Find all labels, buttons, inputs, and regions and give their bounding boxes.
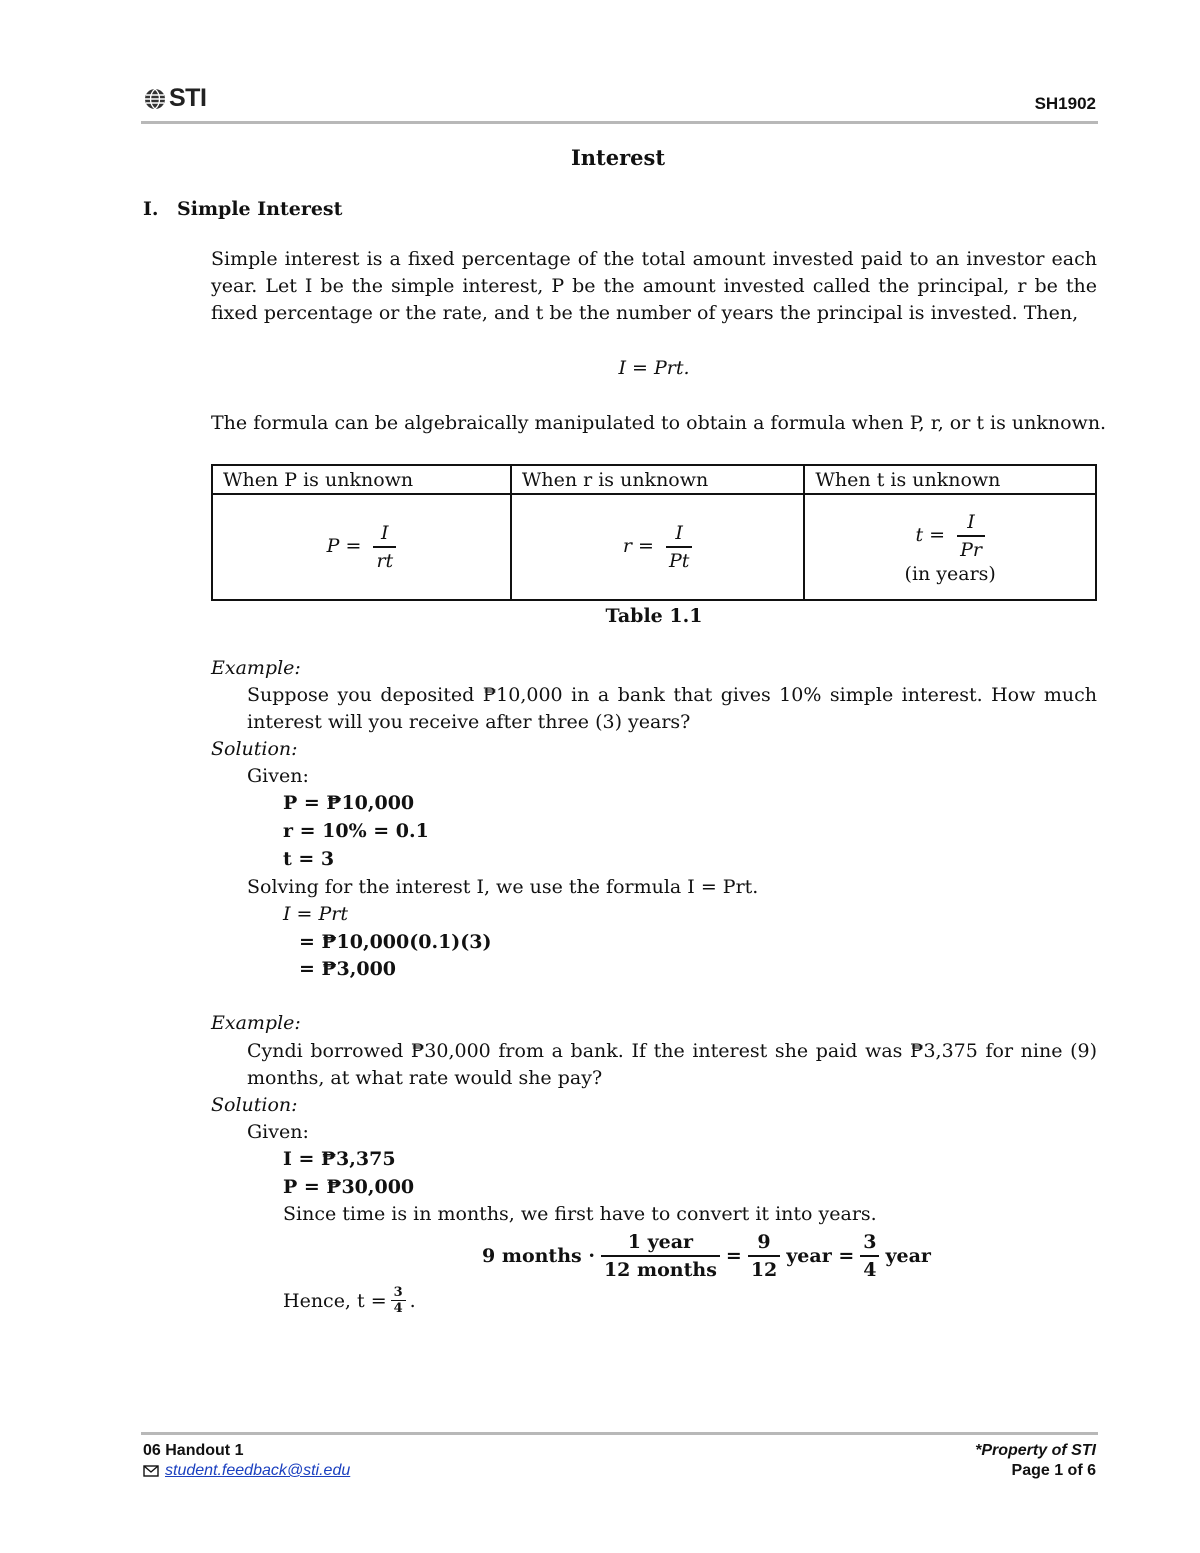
denominator: Pt	[666, 546, 692, 574]
envelope-icon	[143, 1465, 159, 1477]
formula-note: (in years)	[904, 563, 996, 585]
conversion-fraction	[860, 1229, 879, 1283]
table-header: When t is unknown	[804, 465, 1096, 494]
feedback-email-link[interactable]: student.feedback@sti.edu	[165, 1462, 351, 1479]
table-header: When P is unknown	[212, 465, 511, 494]
intro-sentence-1: Simple interest is a fixed percentage of the total amount invested paid to an investor each year.	[211, 248, 1097, 297]
given-value: P = ₱30,000	[283, 1176, 415, 1198]
denominator: Pr	[957, 535, 985, 563]
numerator: I	[381, 522, 389, 544]
handout-label: 06 Handout 1	[143, 1442, 244, 1459]
example2-problem-line2: months, at what rate would she pay?	[247, 1067, 603, 1089]
denominator: 4	[391, 1300, 406, 1316]
numerator: I	[967, 511, 975, 533]
example1-problem-line2: interest will you receive after three (3) years?	[247, 711, 691, 733]
sti-logo	[143, 84, 206, 113]
numerator: 9	[757, 1231, 771, 1253]
intro-sentence-2: Let I be the simple interest, P be the amount invested called the principal, r be the fixed percentage or the rate, and t be the number of years the principal is invested. Then,	[211, 275, 1097, 324]
formula-fraction	[373, 520, 396, 574]
table-cell	[212, 494, 511, 600]
conversion-fraction	[748, 1229, 780, 1283]
numerator: 3	[863, 1231, 877, 1253]
numerator: I	[675, 522, 683, 544]
solution-label: Solution:	[211, 1094, 298, 1116]
conversion-fraction	[601, 1229, 720, 1283]
hence-text: Hence, t =	[283, 1289, 387, 1312]
solution-step: I = Prt	[283, 903, 349, 925]
formula-fraction	[666, 520, 692, 574]
table-header: When r is unknown	[511, 465, 805, 494]
header-rule	[141, 121, 1098, 124]
section-title: Simple Interest	[177, 198, 343, 220]
intro-paragraph	[211, 246, 1097, 327]
example1-problem-line1: Suppose you deposited ₱10,000 in a bank that gives 10% simple interest. How much	[247, 684, 1097, 706]
section-heading	[143, 198, 342, 220]
hence-fraction	[391, 1285, 406, 1316]
doc-code: SH1902	[1034, 94, 1096, 113]
footer-rule	[141, 1432, 1098, 1435]
formula-lhs: r =	[622, 535, 654, 557]
feedback-line	[143, 1462, 350, 1480]
denominator: 12	[748, 1255, 780, 1283]
main-formula: I = Prt.	[618, 357, 690, 379]
table-cell	[511, 494, 805, 600]
given-value: t = 3	[283, 848, 335, 870]
table-caption: Table 1.1	[605, 605, 703, 627]
example-label: Example:	[211, 1012, 301, 1034]
hence-end: .	[409, 1289, 416, 1312]
hence-line	[283, 1285, 416, 1316]
given-label: Given:	[247, 1121, 309, 1143]
denominator: 4	[860, 1255, 879, 1283]
numerator: 3	[393, 1285, 403, 1300]
denominator: 12 months	[601, 1255, 720, 1283]
solving-text: Solving for the interest I, we use the formula I = Prt.	[247, 876, 759, 898]
equals-sign: =	[725, 1245, 742, 1267]
given-label: Given:	[247, 765, 309, 787]
conversion-formula	[482, 1229, 931, 1283]
formula-lhs: P =	[326, 535, 362, 557]
sti-globe-icon	[143, 86, 167, 112]
section-number: I.	[143, 198, 159, 220]
convert-note: Since time is in months, we first have to convert it into years.	[283, 1203, 877, 1225]
formula-fraction	[957, 509, 985, 563]
formula-lhs: t =	[915, 524, 946, 546]
unit-text: year	[885, 1245, 931, 1267]
given-value: r = 10% = 0.1	[283, 820, 429, 842]
property-note: *Property of STI	[975, 1442, 1096, 1459]
given-value: I = ₱3,375	[283, 1148, 396, 1170]
formula-table	[211, 464, 1097, 601]
solution-label: Solution:	[211, 738, 298, 760]
table-cell	[804, 494, 1096, 600]
given-value: P = ₱10,000	[283, 792, 415, 814]
numerator: 1 year	[627, 1231, 694, 1253]
page-number: Page 1 of 6	[1011, 1462, 1096, 1479]
manipulation-text: The formula can be algebraically manipulated to obtain a formula when P, r, or t is unknown.	[211, 412, 1107, 434]
logo-text: STI	[169, 84, 207, 112]
conversion-lead: 9 months ·	[482, 1245, 595, 1267]
denominator: rt	[373, 546, 396, 574]
solution-step: = ₱3,000	[299, 958, 397, 980]
page-title: Interest	[570, 145, 666, 170]
example2-problem-line1: Cyndi borrowed ₱30,000 from a bank. If the interest she paid was ₱3,375 for nine (9)	[247, 1040, 1097, 1062]
example-label: Example:	[211, 657, 301, 679]
unit-text: year =	[786, 1245, 855, 1267]
solution-step: = ₱10,000(0.1)(3)	[299, 931, 492, 953]
